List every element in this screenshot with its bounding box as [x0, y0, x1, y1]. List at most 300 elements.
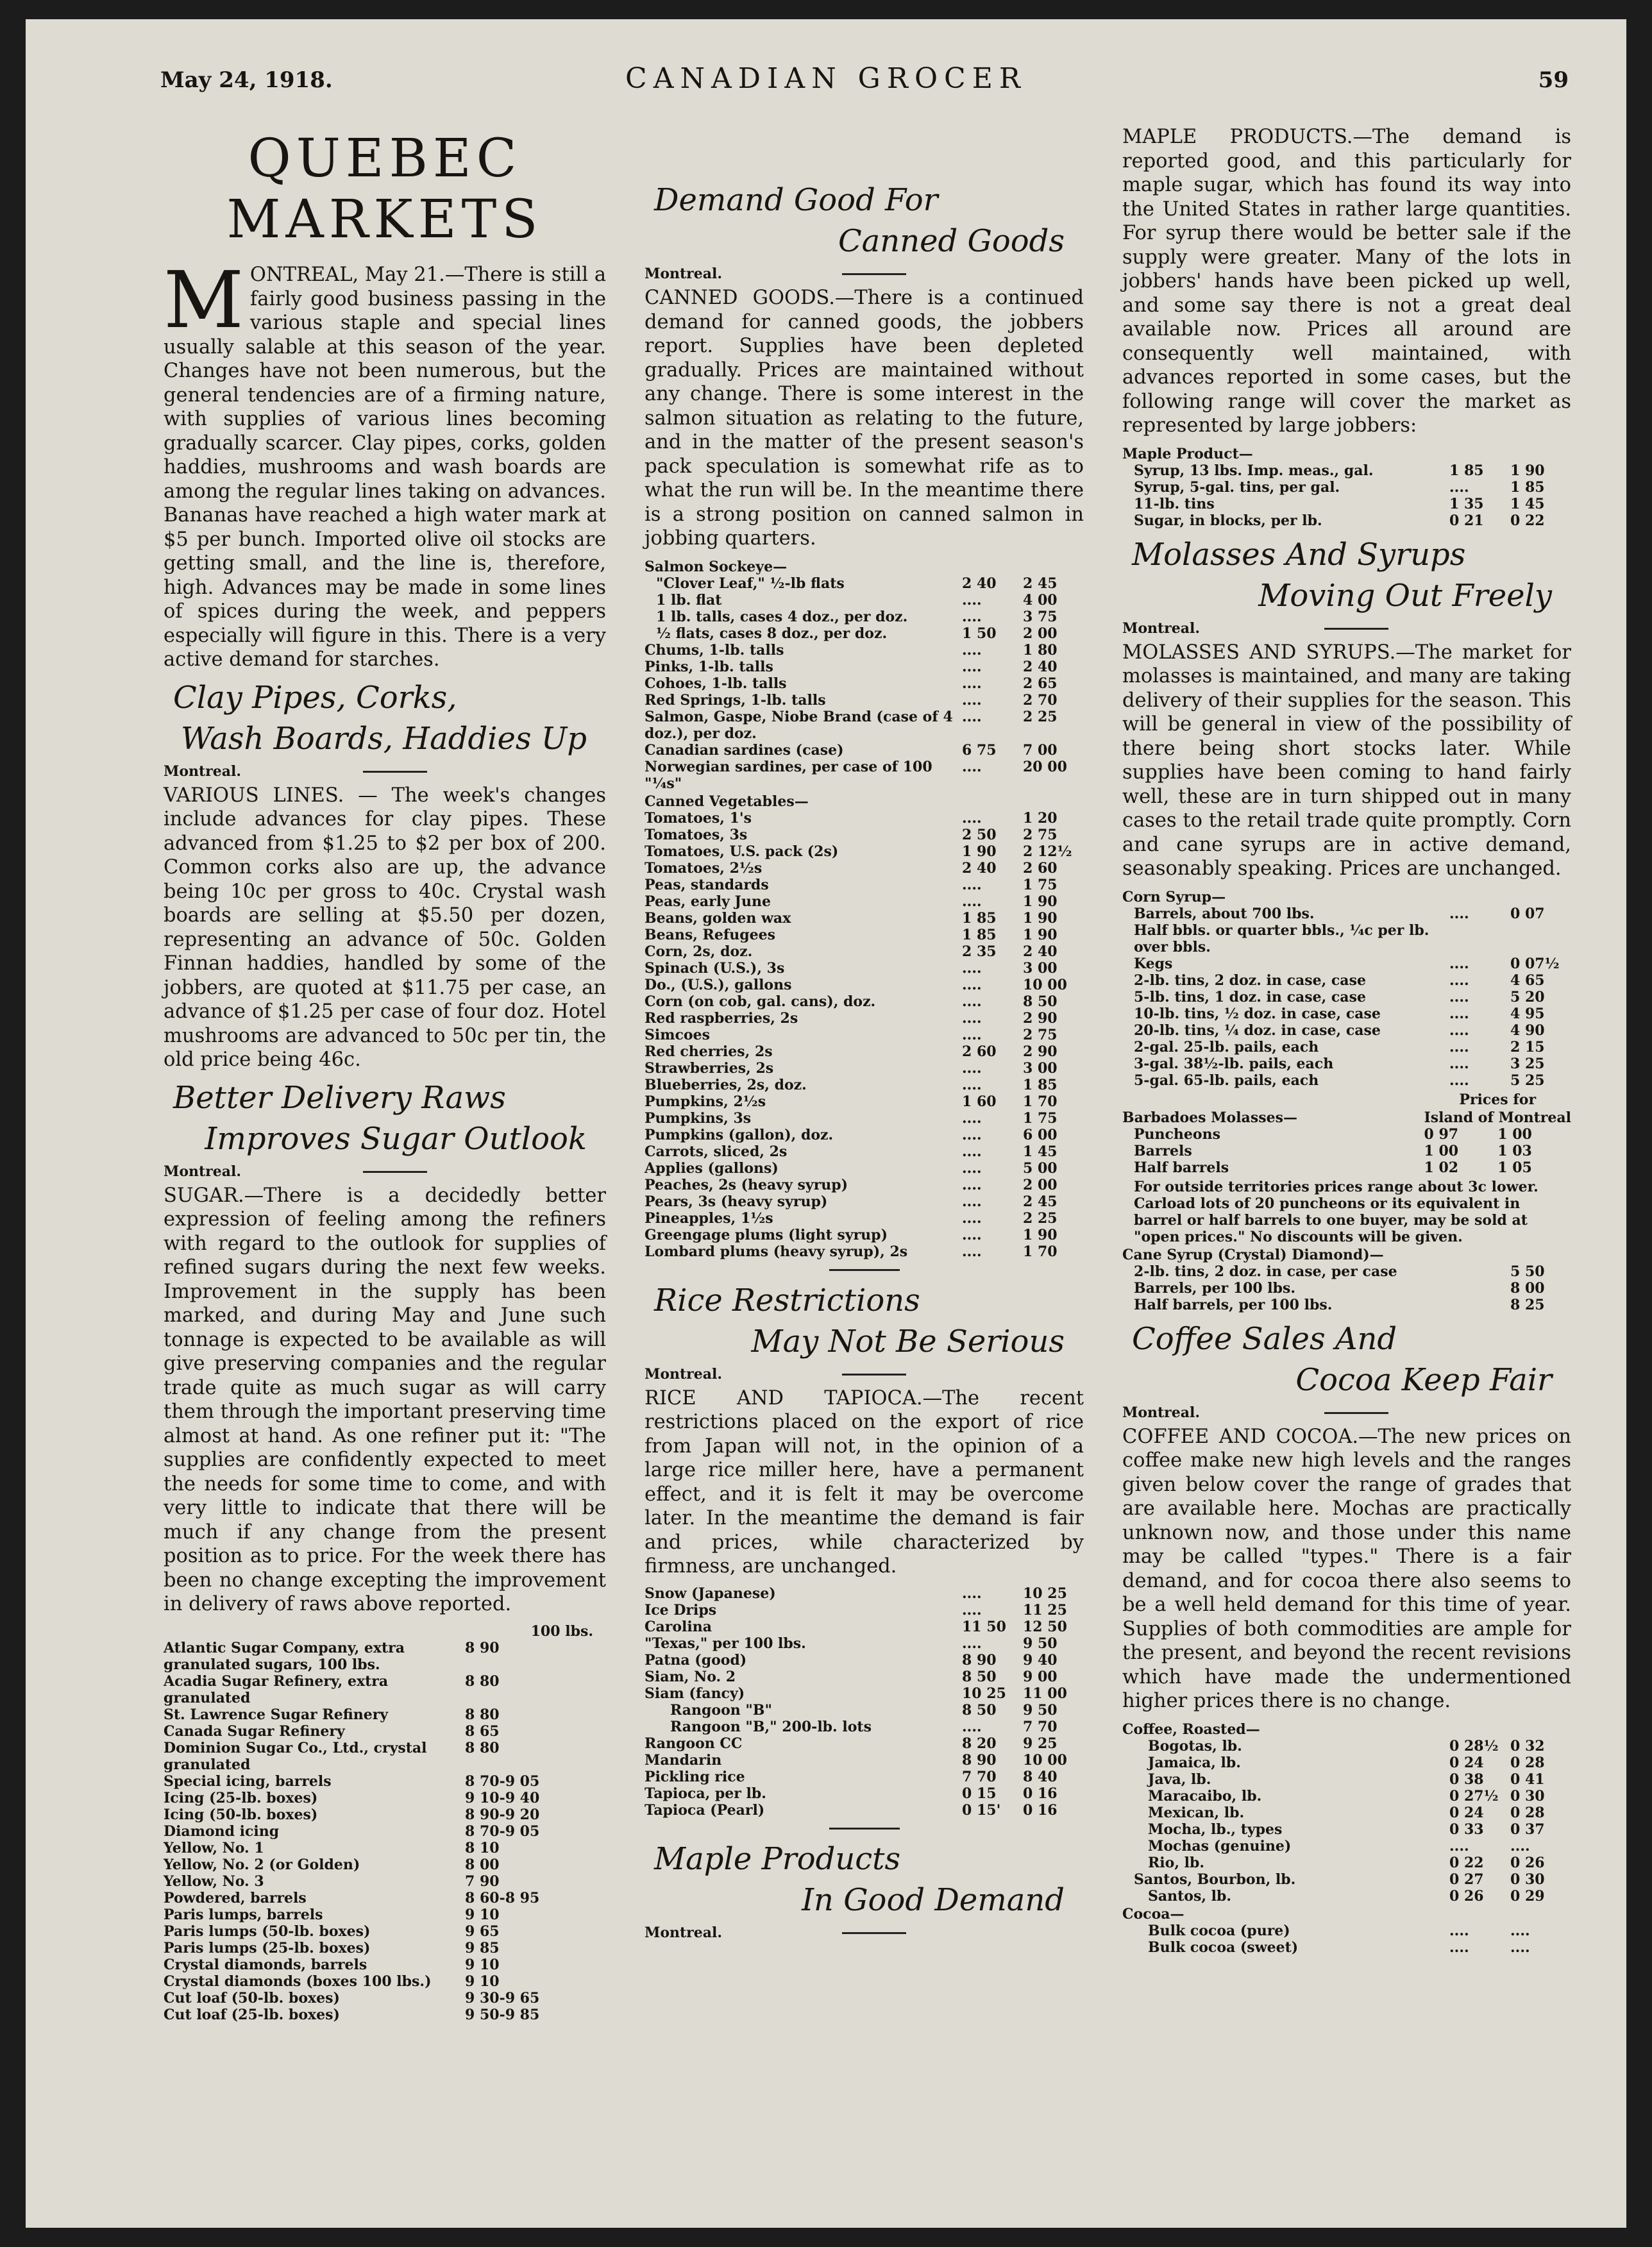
item-name: Pumpkins (gallon), doz.	[645, 1126, 834, 1143]
item-price: 7 00	[1023, 741, 1058, 759]
price-row	[645, 1735, 1084, 1752]
item-price: 2 25	[1023, 1209, 1058, 1227]
price-row	[645, 1802, 1084, 1819]
price-row	[645, 1043, 1084, 1060]
item-price: 8 70-9 05	[465, 1772, 540, 1790]
item-name: Blueberries, 2s, doz.	[645, 1076, 807, 1093]
item-name: Sugar, in blocks, per lb.	[1134, 512, 1322, 529]
item-name: Red Springs, 1-lb. talls	[645, 691, 826, 709]
item-price: 8 80	[465, 1706, 500, 1723]
price-row	[645, 810, 1084, 827]
item-price: 2 90	[1023, 1043, 1058, 1060]
price-row	[164, 1957, 606, 1973]
item-name: Paris lumps, barrels	[164, 1906, 323, 1923]
item-price: ....	[1449, 1055, 1469, 1072]
coffee-paragraph: COFFEE AND COCOA.—The new prices on coffee make new high levels and the ranges given below cover the range of grades that are available here. Mochas are practically unknown now, and those under this name may be called "types." There is a fair demand, and for cocoa there also seems to be a well held demand for this time of year. Supplies of both commodities are ample for the present, and beyond the recent revisions which have made the undermentioned higher prices there is no change.	[1122, 1425, 1571, 1712]
clay-headline: Clay Pipes, Corks, Wash Boards, Haddies Up	[173, 679, 587, 757]
price-row	[645, 1010, 1084, 1027]
price-row	[1122, 1871, 1571, 1888]
item-price: 7 70	[962, 1768, 997, 1785]
category-label: Corn Syrup—	[1122, 888, 1226, 905]
item-name: 1 lb. flat	[656, 591, 722, 609]
item-price: 8 90	[962, 1651, 997, 1669]
item-price: ....	[962, 1193, 982, 1210]
price-row	[1122, 1263, 1571, 1280]
item-price: ....	[1449, 955, 1469, 972]
canned-price-table	[645, 557, 1084, 1260]
price-row	[645, 1669, 1084, 1685]
rice-paragraph: RICE AND TAPIOCA.—The recent restrictions placed on the export of rice from Japan will not, in the opinion of a large rice miller here, have a permanent effect, and it is felt it may be overcome later. In the meantime the demand is fair and prices, while characterized by firmness, are unchanged.	[645, 1386, 1084, 1578]
item-name: Rangoon "B"	[670, 1701, 772, 1719]
item-price: 3 00	[1023, 1059, 1058, 1077]
item-price: 9 10	[465, 1973, 500, 1990]
clay-dateline: Montreal.	[164, 763, 606, 781]
price-row	[645, 675, 1084, 692]
price-row	[645, 943, 1084, 960]
item-name: 2-lb. tins, 2 doz. in case, case	[1134, 972, 1366, 989]
item-price: ....	[962, 1243, 982, 1260]
price-row	[1122, 1821, 1571, 1838]
item-price: 0 33	[1449, 1821, 1484, 1838]
price-row	[164, 1806, 606, 1823]
item-price: ....	[1449, 988, 1469, 1006]
item-name: Tomatoes, U.S. pack (2s)	[645, 843, 839, 860]
item-name: Mandarin	[645, 1751, 722, 1769]
item-name: Simcoes	[645, 1026, 710, 1043]
item-price: ....	[1449, 1922, 1469, 1939]
item-price: 2 00	[1023, 1176, 1058, 1193]
price-row	[645, 1210, 1084, 1227]
sugar-headline: Better Delivery Raws Improves Sugar Outlook	[173, 1079, 587, 1157]
canned-paragraph: CANNED GOODS.—There is a continued demand for canned goods, the jobbers report. Supplies have been depleted gradually. Prices are maintained without any change. There is some interest in the salmon situation as relating to the future, and in the matter of the present season's pack speculation is somewhat rife as to what the run will be. In the meantime there is a strong position on canned salmon in jobbing quarters.	[645, 287, 1084, 550]
item-price: 8 90-9 20	[465, 1806, 540, 1823]
item-price: ....	[962, 1601, 982, 1619]
item-price: ....	[1449, 905, 1469, 922]
item-name: Barrels, per 100 lbs.	[1134, 1279, 1296, 1297]
price-row	[645, 1160, 1084, 1177]
item-price: 1 90	[1023, 926, 1058, 943]
item-price: 0 07	[1510, 905, 1545, 922]
price-row	[1122, 1143, 1571, 1159]
category-row	[645, 792, 1084, 810]
item-price: 8 25	[1510, 1296, 1545, 1313]
item-name: Kegs	[1134, 955, 1173, 972]
item-name: Ice Drips	[645, 1601, 717, 1619]
item-price: 1 85	[1449, 462, 1484, 479]
item-name: 11-lb. tins	[1134, 495, 1215, 512]
item-price: 5 25	[1510, 1072, 1545, 1089]
item-price: 1 45	[1023, 1143, 1058, 1160]
price-row	[645, 1752, 1084, 1769]
price-row	[645, 1702, 1084, 1719]
item-price: ....	[962, 893, 982, 910]
item-price: 0 27½	[1449, 1787, 1499, 1805]
price-row	[164, 1723, 606, 1740]
item-price: 8 65	[465, 1722, 500, 1740]
item-price: ....	[962, 608, 982, 625]
item-name: Crystal diamonds, barrels	[164, 1956, 367, 1973]
coffee-headline: Coffee Sales And Cocoa Keep Fair	[1132, 1320, 1552, 1398]
item-name: Special icing, barrels	[164, 1772, 332, 1790]
price-row	[164, 1856, 606, 1873]
price-row	[645, 960, 1084, 977]
price-row	[645, 1227, 1084, 1243]
price-row	[1122, 1056, 1571, 1072]
item-price: ....	[962, 1009, 982, 1027]
price-row	[164, 1940, 606, 1957]
item-price: ....	[1449, 1837, 1469, 1855]
item-name: Do., (U.S.), gallons	[645, 976, 792, 993]
item-name: Siam, No. 2	[645, 1668, 736, 1685]
price-row	[164, 1990, 606, 2007]
item-price: 0 07½	[1510, 955, 1560, 972]
price-row	[164, 1840, 606, 1856]
price-row	[645, 1619, 1084, 1635]
item-price: 0 15'	[962, 1801, 1001, 1819]
item-price: 0 26	[1510, 1854, 1545, 1871]
price-row	[1122, 972, 1571, 989]
item-price: 1 80	[1023, 641, 1058, 659]
item-name: Santos, Bourbon, lb.	[1134, 1871, 1296, 1888]
item-price: 6 00	[1023, 1126, 1058, 1143]
coffee-price-table	[1122, 1720, 1571, 1956]
price-row	[645, 742, 1084, 759]
item-price: 4 00	[1023, 591, 1058, 609]
item-name: Tomatoes, 2½s	[645, 859, 763, 877]
item-name: Pickling rice	[645, 1768, 745, 1785]
item-name: Yellow, No. 3	[164, 1872, 264, 1890]
barb-head: Prices for	[1459, 1091, 1537, 1108]
item-price: 11 00	[1023, 1685, 1067, 1702]
category-label: Cocoa—	[1122, 1905, 1184, 1923]
molasses-dateline: Montreal.	[1122, 620, 1571, 638]
item-price: 0 28½	[1449, 1737, 1499, 1755]
item-price: 8 50	[962, 1701, 997, 1719]
item-name: Syrup, 5-gal. tins, per gal.	[1134, 478, 1340, 496]
price-row	[645, 827, 1084, 843]
item-name: Beans, golden wax	[645, 909, 791, 927]
item-name: Paris lumps (25-lb. boxes)	[164, 1939, 371, 1957]
item-name: Mexican, lb.	[1148, 1804, 1245, 1821]
item-price: 1 85	[962, 909, 997, 927]
item-price: 9 00	[1023, 1668, 1058, 1685]
item-price: 0 30	[1510, 1787, 1545, 1805]
item-price: 1 90	[1023, 909, 1058, 927]
item-price	[1510, 922, 1571, 955]
item-price: ....	[962, 1143, 982, 1160]
item-price: 2 40	[1023, 943, 1058, 960]
category-label: Canned Vegetables—	[645, 793, 809, 810]
item-name: Acadia Sugar Refinery, extra granulated	[164, 1672, 389, 1706]
price-row	[645, 877, 1084, 893]
maple-dateline: Montreal.	[645, 1924, 1084, 1942]
page-number: 59	[1538, 67, 1569, 93]
item-price: 8 80	[465, 1739, 500, 1756]
item-price: ....	[962, 1076, 982, 1093]
page-title: QUEBEC MARKETS	[226, 128, 543, 250]
item-price: ....	[962, 591, 982, 609]
item-price: 2 45	[1023, 575, 1058, 592]
item-price: 5 00	[1023, 1159, 1058, 1177]
item-name: 10-lb. tins, ½ doz. in case, case	[1134, 1005, 1381, 1022]
price-row	[1122, 1788, 1571, 1805]
category-row	[1122, 1905, 1571, 1923]
item-price: 9 30-9 65	[465, 1989, 540, 2007]
price-row	[1122, 1755, 1571, 1771]
item-price: 0 22	[1510, 512, 1545, 529]
item-price: 8 90	[962, 1751, 997, 1769]
price-row	[645, 993, 1084, 1010]
price-row	[1122, 1022, 1571, 1039]
item-price: 8 00	[465, 1856, 500, 1873]
item-price: ....	[962, 1585, 982, 1602]
price-row	[164, 1906, 606, 1923]
category-row	[1122, 444, 1571, 462]
price-row	[1122, 922, 1571, 955]
item-name: Cut loaf (25-lb. boxes)	[164, 2006, 340, 2023]
item-name: Tomatoes, 1's	[645, 809, 752, 827]
item-price: ....	[962, 976, 982, 993]
barb-category: Barbadoes Molasses—	[1122, 1109, 1297, 1126]
item-name: 2-lb. tins, 2 doz. in case, per case	[1134, 1263, 1397, 1280]
item-price: 3 00	[1023, 959, 1058, 977]
item-price: 1 03	[1497, 1142, 1532, 1159]
item-price: 8 50	[1023, 993, 1058, 1010]
item-name: Puncheons	[1134, 1125, 1220, 1143]
price-row	[1122, 479, 1571, 496]
item-name: Beans, Refugees	[645, 926, 776, 943]
price-row	[645, 1685, 1084, 1702]
price-row	[645, 927, 1084, 943]
item-price: 10 00	[1023, 976, 1067, 993]
price-row	[645, 1177, 1084, 1193]
item-price: 0 37	[1510, 1821, 1545, 1838]
molasses-headline: Molasses And Syrups Moving Out Freely	[1132, 536, 1552, 614]
item-name: Pears, 3s (heavy syrup)	[645, 1193, 828, 1210]
barb-head-2: Island of Montreal	[1424, 1109, 1571, 1126]
price-row	[645, 893, 1084, 910]
item-name: Pumpkins, 2½s	[645, 1093, 766, 1110]
item-price: 1 75	[1023, 1109, 1058, 1127]
item-name: Red raspberries, 2s	[645, 1009, 798, 1027]
item-name: Rangoon CC	[645, 1735, 743, 1752]
item-name: Cut loaf (50-lb. boxes)	[164, 1989, 340, 2007]
price-row	[645, 1585, 1084, 1602]
issue-date: May 24, 1918.	[160, 67, 333, 93]
item-price: 2 12½	[1023, 843, 1072, 860]
price-row	[645, 609, 1084, 625]
price-row	[645, 692, 1084, 709]
item-price: 5 50	[1510, 1263, 1545, 1280]
item-price: ....	[962, 959, 982, 977]
item-price: ....	[1449, 478, 1469, 496]
price-row	[645, 1110, 1084, 1127]
item-price: 0 16	[1023, 1785, 1058, 1802]
item-price: 8 60-8 95	[465, 1889, 540, 1906]
item-price: 7 70	[1023, 1718, 1058, 1735]
item-name: Mochas (genuine)	[1148, 1837, 1292, 1855]
item-price: ....	[962, 1026, 982, 1043]
price-row	[1122, 462, 1571, 479]
item-name: Jamaica, lb.	[1148, 1754, 1241, 1771]
item-price: ....	[962, 758, 982, 775]
item-price: 10 25	[1023, 1585, 1067, 1602]
item-name: Powdered, barrels	[164, 1889, 307, 1906]
price-row	[645, 1602, 1084, 1619]
item-name: Half barrels	[1134, 1159, 1229, 1176]
item-price: 9 50	[1023, 1701, 1058, 1719]
item-name: Norwegian sardines, per case of 100 "¼s"	[645, 758, 932, 792]
category-label: Coffee, Roasted—	[1122, 1721, 1260, 1738]
item-name: Spinach (U.S.), 3s	[645, 959, 785, 977]
item-price: 0 28	[1510, 1754, 1545, 1771]
item-name: Strawberries, 2s	[645, 1059, 774, 1077]
item-name: Cohoes, 1-lb. talls	[645, 675, 787, 692]
item-name: Santos, lb.	[1148, 1887, 1232, 1905]
price-row	[164, 1823, 606, 1840]
item-name: Yellow, No. 2 (or Golden)	[164, 1856, 360, 1873]
price-row	[164, 1673, 606, 1706]
item-price: 2 15	[1510, 1038, 1545, 1056]
item-price: 0 21	[1449, 512, 1484, 529]
item-price: ....	[1449, 1072, 1469, 1089]
item-price: 8 70-9 05	[465, 1822, 540, 1840]
item-price: 2 45	[1023, 1193, 1058, 1210]
running-head	[26, 62, 1626, 112]
rice-headline: Rice Restrictions May Not Be Serious	[654, 1282, 1065, 1359]
item-name: "Clover Leaf," ½-lb flats	[656, 575, 845, 592]
item-price: 8 50	[962, 1668, 997, 1685]
price-row	[645, 843, 1084, 860]
item-price: 0 28	[1510, 1804, 1545, 1821]
category-row	[1122, 888, 1571, 905]
item-name: Bulk cocoa (sweet)	[1148, 1939, 1299, 1956]
price-row	[645, 1093, 1084, 1110]
item-price: 8 00	[1510, 1279, 1545, 1297]
price-row	[1122, 1126, 1571, 1143]
price-row	[645, 1785, 1084, 1802]
rice-price-table	[645, 1585, 1084, 1819]
item-price: 1 85	[1023, 1076, 1058, 1093]
item-name: Diamond icing	[164, 1822, 280, 1840]
item-price: 8 40	[1023, 1768, 1058, 1785]
molasses-paragraph: MOLASSES AND SYRUPS.—The market for molasses is maintained, and many are taking delivery of their supplies for the season. This will be general in view of the possibility of there being short stocks later. While supplies have been coming to hand fairly well, these are in turn shipped out in many cases to the retail trade quite promptly. Corn and cane syrups are in active demand, seasonably speaking. Prices are unchanged.	[1122, 641, 1571, 880]
barbadoes-molasses-table	[1122, 1091, 1571, 1176]
column-1	[164, 128, 606, 2026]
corn-syrup-table	[1122, 888, 1571, 1089]
item-price: 9 85	[465, 1939, 500, 1957]
item-price: ....	[962, 809, 982, 827]
item-price: 1 02	[1424, 1159, 1459, 1176]
item-price: 8 90	[465, 1639, 500, 1656]
rice-dateline: Montreal.	[645, 1366, 1084, 1384]
item-price: 0 24	[1449, 1754, 1484, 1771]
item-price: 2 40	[1023, 658, 1058, 675]
item-price: 11 50	[962, 1618, 1006, 1635]
item-name: 2-gal. 25-lb. pails, each	[1134, 1038, 1319, 1056]
item-price: ....	[962, 1059, 982, 1077]
item-price: 2 00	[1023, 625, 1058, 642]
price-row	[645, 592, 1084, 609]
price-row	[645, 1719, 1084, 1735]
price-row	[645, 1127, 1084, 1143]
maple-paragraph: MAPLE PRODUCTS.—The demand is reported good, and this particularly for maple sugar, which has found its way into the United States in rather large quantities. For syrup there would be better sale if the supply were greater. Many of the lots in jobbers' hands have been picked up well, and some say there is not a great deal available now. Prices all around are consequently well maintained, with advances reported in some cases, but the following range will cover the market as represented by large jobbers:	[1122, 126, 1571, 437]
item-name: Carolina	[645, 1618, 712, 1635]
item-name: Peas, early June	[645, 893, 771, 910]
item-name: Siam (fancy)	[645, 1685, 745, 1702]
price-row	[1122, 1838, 1571, 1855]
item-price: 0 27	[1449, 1871, 1484, 1888]
item-price: 0 32	[1510, 1737, 1545, 1755]
item-price: 11 25	[1023, 1601, 1067, 1619]
item-price: 20 00	[1023, 758, 1067, 775]
item-name: Icing (25-lb. boxes)	[164, 1789, 318, 1806]
item-price: ....	[962, 675, 982, 692]
item-price: 0 97	[1424, 1125, 1459, 1143]
price-row	[1122, 1039, 1571, 1056]
category-label: Salmon Sockeye—	[645, 558, 788, 575]
item-price: 5 20	[1510, 988, 1545, 1006]
item-price: 2 75	[1023, 1026, 1058, 1043]
item-price: 2 25	[1023, 708, 1058, 725]
sugar-price-table	[164, 1623, 606, 2023]
item-name: Peaches, 2s (heavy syrup)	[645, 1176, 848, 1193]
item-price: 2 40	[962, 859, 997, 877]
item-name: Pumpkins, 3s	[645, 1109, 752, 1127]
price-row	[645, 1143, 1084, 1160]
item-price: 2 65	[1023, 675, 1058, 692]
item-name: "Texas," per 100 lbs.	[645, 1635, 806, 1652]
item-name: Atlantic Sugar Company, extra granulated sugars, 100 lbs.	[164, 1639, 405, 1673]
item-price: ....	[962, 658, 982, 675]
item-price: 0 38	[1449, 1771, 1484, 1788]
item-name: Mocha, lb., types	[1148, 1821, 1283, 1838]
item-price: 1 35	[1449, 495, 1484, 512]
item-name: Syrup, 13 lbs. Imp. meas., gal.	[1134, 462, 1374, 479]
item-name: Greengage plums (light syrup)	[645, 1226, 888, 1243]
item-price: 2 60	[962, 1043, 997, 1060]
price-row	[164, 1773, 606, 1790]
item-name: Pinks, 1-lb. talls	[645, 658, 773, 675]
molasses-note-2: Carload lots of 20 puncheons or its equivalent in barrel or half barrels to one buyer, may be sold at "open prices." No discounts will be given.	[1134, 1195, 1528, 1245]
item-name: Patna (good)	[645, 1651, 747, 1669]
item-price: ....	[962, 1718, 982, 1735]
item-name: Maracaibo, lb.	[1148, 1787, 1262, 1805]
item-name: Chums, 1-lb. talls	[645, 641, 784, 659]
price-row	[1122, 955, 1571, 972]
item-price: 1 50	[962, 625, 997, 642]
price-row	[645, 575, 1084, 592]
item-name: Crystal diamonds (boxes 100 lbs.)	[164, 1973, 432, 1990]
category-row	[1122, 1720, 1571, 1738]
item-name: ½ flats, cases 8 doz., per doz.	[656, 625, 888, 642]
item-price: ....	[962, 1159, 982, 1177]
item-name: Tapioca (Pearl)	[645, 1801, 765, 1819]
item-name: Dominion Sugar Co., Ltd., crystal granulated	[164, 1739, 427, 1773]
coffee-dateline: Montreal.	[1122, 1404, 1571, 1422]
price-row	[1122, 989, 1571, 1006]
item-price: 1 45	[1510, 495, 1545, 512]
item-price: ....	[962, 1176, 982, 1193]
item-price: 1 00	[1424, 1142, 1459, 1159]
item-price: 0 30	[1510, 1871, 1545, 1888]
item-price: 0 24	[1449, 1804, 1484, 1821]
item-price: 7 90	[465, 1872, 500, 1890]
molasses-note-1: For outside territories prices range about 3c lower.	[1134, 1178, 1538, 1195]
price-row	[1122, 1855, 1571, 1871]
sugar-unit-header: 100 lbs.	[530, 1622, 593, 1640]
cane-syrup-table	[1122, 1245, 1571, 1313]
